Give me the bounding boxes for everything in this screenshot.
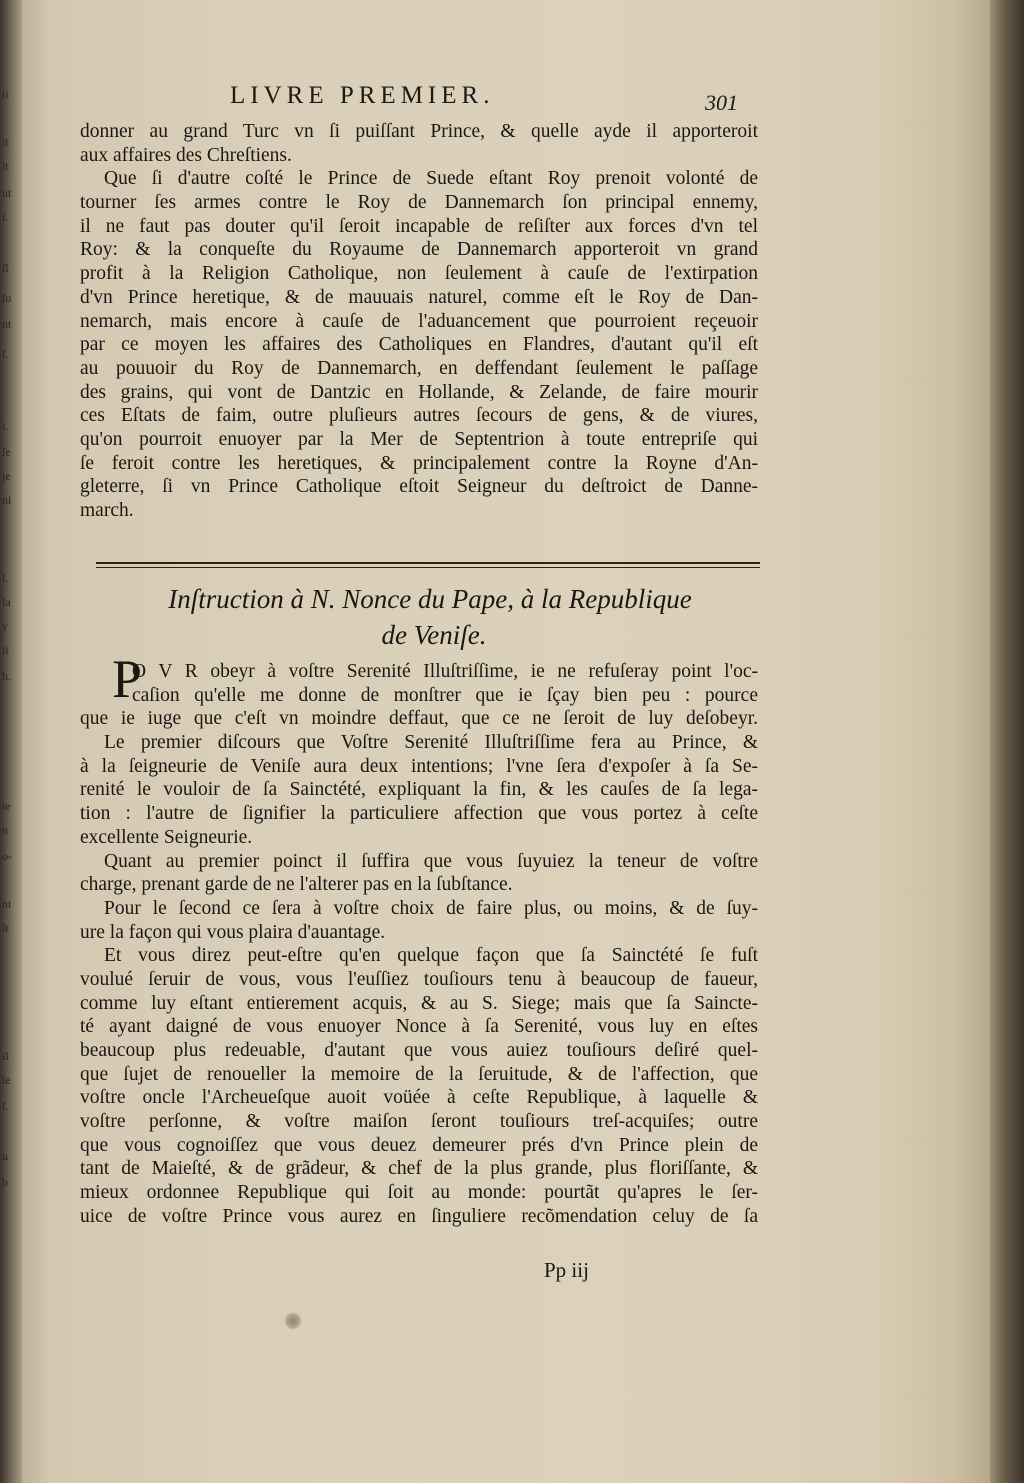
drop-cap: P [112, 649, 143, 709]
text-line: gleterre, ſi vn Prince Catholique eſtoit Seigneur du deſtroict de Danne- [80, 476, 758, 498]
text-line: voulué ſeruir de vous, vous l'euſſiez touſiours tenu à beaucoup de faueur, [80, 968, 758, 990]
adjacent-page-edge [0, 0, 22, 1483]
book-page [22, 0, 990, 1483]
margin-fragment: b [2, 1175, 8, 1189]
text-line: il ne faut pas douter qu'il ſeroit incapable de reſiſter aux forces d'vn tel [80, 215, 758, 237]
text-line: que ie iuge que c'eſt vn moindre deffaut, que ce ne ſeroit de luy deſobeyr. [80, 708, 758, 730]
margin-fragment: ſ. [2, 210, 9, 224]
text-line: Roy: & la conqueſte du Royaume de Dannemarch apporteroit vn grand [80, 239, 758, 261]
running-head: LIVRE PREMIER. [230, 82, 495, 109]
text-line: nemarch, mais encore à cauſe de l'aduancement que pourroient reçeuoir [80, 310, 758, 332]
margin-fragment: h. [2, 669, 11, 683]
text-line: caſion qu'elle me donne de monſtrer que ie ſçay bien peu : pource [132, 684, 758, 706]
margin-fragment: ii [2, 87, 9, 101]
text-line: d'vn Prince heretique, & de mauuais naturel, comme eſt le Roy de Dan- [80, 286, 758, 308]
text-line: ces Eſtats de faim, outre pluſieurs autres ſecours de gens, & de viures, [80, 405, 758, 427]
text-line: qu'on pourroit enuoyer par la Mer de Septentrion à toute entrepriſe qui [80, 428, 758, 450]
margin-fragment: y [2, 619, 8, 633]
text-line: ſe feroit contre les heretiques, & principalement contre la Royne d'An- [80, 452, 758, 474]
margin-fragment: ſ. [2, 1099, 9, 1113]
text-line: par ce moyen les affaires des Catholiques en Flandres, d'autant qu'il eſt [80, 334, 758, 356]
margin-fragment: ſt [2, 921, 9, 935]
margin-fragment: li [2, 643, 9, 657]
text-line: que vous cognoiſſez que vous deuez demeurer prés d'vn Prince plein de [80, 1134, 758, 1156]
margin-fragment: ſ. [2, 347, 9, 361]
text-line: aux affaires des Chreſtiens. [80, 144, 292, 166]
section-divider-rule [96, 562, 760, 568]
catchword-signature: Pp iij [544, 1258, 589, 1282]
text-line: voſtre perſonne, & voſtre maiſon ſeront touſiours treſ-acquiſes; outre [80, 1111, 758, 1133]
text-line: ure la façon qui vous plaira d'auantage. [80, 921, 386, 943]
text-line: Le premier diſcours que Voſtre Serenité Illuſtriſſime fera au Prince, & [104, 732, 758, 754]
margin-fragment: nt [2, 317, 12, 331]
margin-fragment: ſl [2, 261, 9, 275]
text-line: que ſujet de renoueller la memoire de la ſeruitude, & de l'affection, que [80, 1063, 758, 1085]
margin-fragment: la [2, 595, 11, 609]
text-line: té ayant daigné de vous enuoyer Nonce à ſa Serenité, vous luy en eſtes [80, 1016, 758, 1038]
text-line: tant de Maieſté, & de grãdeur, & chef de la plus grande, plus floriſſante, & [80, 1158, 758, 1180]
text-line: au pouuoir du Roy de Dannemarch, en deffendant ſeulement le paſſage [80, 357, 758, 379]
section-1-text [80, 120, 758, 523]
text-line: comme luy eſtant entierement acquis, & au S. Siege; mais que ſa Saincte- [80, 992, 758, 1014]
margin-fragment: u [2, 1149, 8, 1163]
margin-fragment: le [2, 1073, 11, 1087]
section-2-text [80, 660, 758, 1229]
margin-fragment: n [2, 823, 8, 837]
section-heading-line-2: de Veniſe. [381, 620, 487, 650]
text-line: mieux ordonnee Republique qui ſoit au monde: pourtãt qu'apres le ſer- [80, 1182, 758, 1204]
margin-fragment: o- [2, 849, 12, 863]
margin-fragment: it [2, 135, 9, 149]
margin-fragment: ut [2, 186, 12, 200]
margin-fragment: l. [2, 571, 9, 585]
text-line: Quant au premier poinct il ſuffira que vous ſuyuiez la teneur de voſtre [104, 850, 758, 872]
margin-fragment: ie [2, 799, 11, 813]
text-line: à la ſeigneurie de Veniſe aura deux intentions; l'vne ſera d'expoſer à ſa Se- [80, 755, 758, 777]
text-line: march. [80, 500, 134, 521]
text-line: renité le vouloir de ſa Sainctété, expliquant la fin, & les cauſes de ſa lega- [80, 779, 758, 801]
text-line: uice de voſtre Prince vous aurez en ſinguliere recõmendation celuy de ſa [80, 1205, 758, 1227]
margin-fragment: i. [2, 419, 9, 433]
text-line: donner au grand Turc vn ſi puiſſant Prince, & quelle ayde il apporteroit [80, 121, 758, 142]
text-line: tion : l'autre de ſignifier la particuliere affection que vous portez à ceſte [80, 803, 758, 825]
margin-fragment: ni [2, 493, 12, 507]
text-line: profit à la Religion Catholique, non ſeulement à cauſe de l'extirpation [80, 263, 758, 285]
text-line: Que ſi d'autre coſté le Prince de Suede eſtant Roy prenoit volonté de [104, 168, 758, 190]
text-line: O V R obeyr à voſtre Serenité Illuſtriſſime, ie ne refuſeray point l'oc- [132, 661, 758, 682]
text-line: charge, prenant garde de ne l'alterer pas en la ſubſtance. [80, 874, 513, 896]
text-line: beaucoup plus redeuable, d'autant que vous auiez touſiours deſiré quel- [80, 1040, 758, 1061]
text-line: excellente Seigneurie. [80, 826, 253, 848]
margin-fragment: ſu [2, 291, 12, 305]
margin-fragment: je [2, 469, 11, 483]
text-line: tourner ſes armes contre le Roy de Dannemarch ſon principal ennemy, [80, 192, 758, 214]
page-edge-right [990, 0, 1024, 1483]
paper-stain [284, 1312, 302, 1330]
page-number: 301 [705, 90, 738, 115]
text-line: Pour le ſecond ce ſera à voſtre choix de faire plus, ou moins, & de ſuy- [104, 897, 758, 919]
margin-fragment: il [2, 1049, 9, 1063]
margin-fragment: ſe [2, 445, 11, 459]
margin-fragment: lt [2, 159, 9, 173]
text-line: des grains, qui vont de Dantzic en Hollande, & Zelande, de faire mourir [80, 381, 758, 403]
section-heading-line-1: Inſtruction à N. Nonce du Pape, à la Republique [168, 584, 692, 614]
text-line: voſtre oncle l'Archeueſque auoit voüée à ceſte Republique, à laquelle & [80, 1087, 758, 1109]
margin-fragment: nt [2, 897, 12, 911]
text-line: Et vous direz peut-eſtre qu'en quelque façon que ſa Sainctété ſe fuſt [104, 945, 758, 967]
